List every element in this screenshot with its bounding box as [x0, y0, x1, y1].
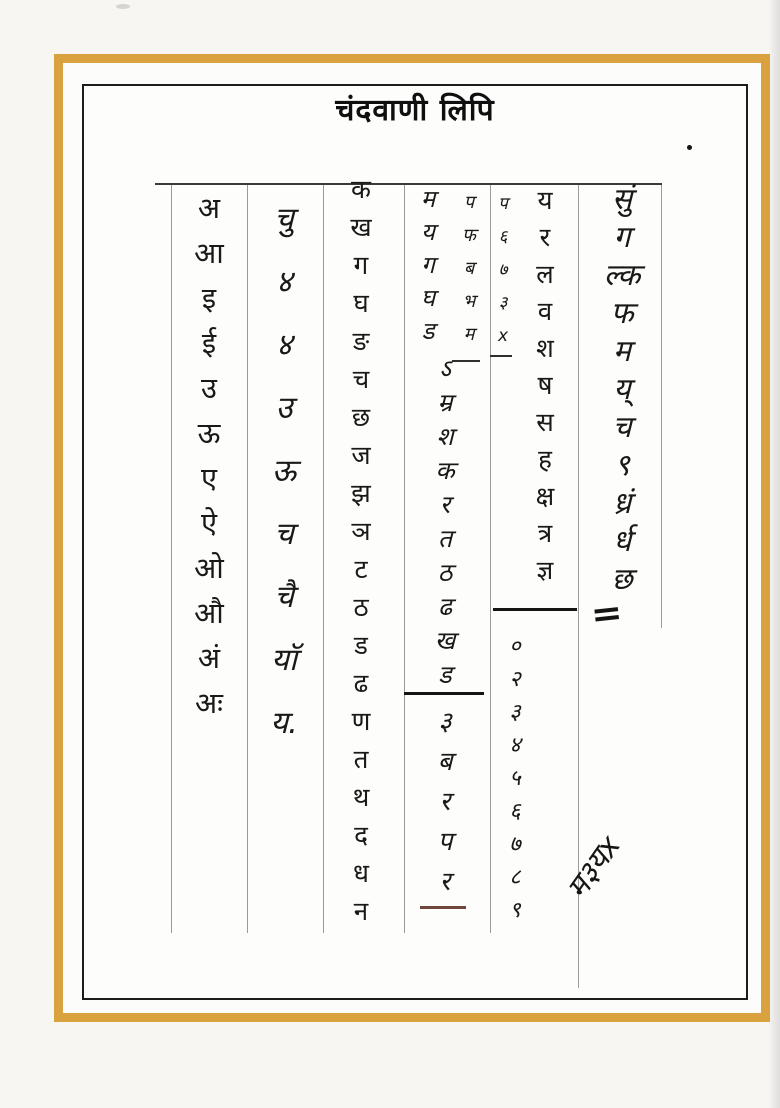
consonant-letter: ष: [537, 371, 553, 401]
consonant-letter: र: [539, 223, 551, 253]
column-consonants-script-lower: [410, 702, 480, 902]
script-glyph: ड: [421, 317, 435, 345]
consonant-letter: ञ: [351, 517, 371, 547]
vowel-letter: आ: [194, 236, 224, 270]
consonant-letter: ल: [536, 260, 554, 290]
numeral-glyph: ३: [509, 700, 521, 725]
script-glyph: उ: [275, 390, 293, 426]
consonant-letter: घ: [353, 289, 369, 319]
vowel-letter: औ: [194, 596, 224, 630]
script-glyph: क: [435, 456, 455, 485]
numeral-glyph: २: [509, 667, 521, 692]
consonant-letter: ठ: [353, 593, 369, 623]
consonant-letter: ग: [353, 251, 369, 281]
vowel-letter: इ: [201, 281, 217, 315]
vowel-letter: अं: [197, 641, 221, 675]
vowel-letter: ऐ: [200, 506, 218, 540]
script-glyph: प: [498, 194, 508, 214]
script-glyph: ठ: [437, 558, 453, 587]
script-glyph: छ: [611, 562, 633, 597]
consonant-letter: ध: [353, 859, 369, 889]
script-glyph: सुं: [611, 182, 633, 217]
numeral-glyph: ५: [509, 766, 521, 791]
table-column-line: [404, 185, 405, 933]
script-glyph: श: [436, 422, 454, 451]
consonant-letter: ज: [351, 441, 371, 471]
vowel-letter: ई: [201, 326, 217, 360]
table-column-line: [661, 185, 662, 628]
script-glyph: ३: [438, 707, 452, 737]
script-glyph: म्र: [437, 388, 453, 417]
script-glyph: ऊ: [271, 453, 297, 489]
consonant-letter: थ: [352, 783, 370, 813]
script-glyph: ग: [613, 220, 631, 255]
script-glyph: य्: [613, 372, 631, 407]
script-glyph: घ: [420, 284, 436, 312]
column-ya-row-script: [583, 181, 661, 599]
consonant-letter: छ: [351, 403, 371, 433]
consonant-letter: ड: [354, 631, 368, 661]
vowel-letter: अ: [197, 191, 221, 225]
numeral-glyph: ८: [509, 865, 521, 890]
consonant-letter: ङ: [352, 327, 370, 357]
script-glyph: र: [439, 867, 451, 897]
consonant-letter: ज्ञ: [536, 556, 554, 586]
signature: म३यx: [559, 829, 629, 906]
script-glyph: च: [612, 410, 632, 445]
section-divider-line: [493, 608, 577, 611]
column-ya-row-printed: [515, 183, 575, 590]
consonant-letter: ह: [538, 445, 552, 475]
script-glyph: ढ: [437, 592, 453, 621]
script-glyph: ग: [421, 251, 435, 279]
consonant-letter: झ: [351, 479, 371, 509]
script-glyph: ब: [437, 747, 453, 777]
script-glyph: ख: [434, 626, 456, 655]
numeral-glyph: ६: [509, 799, 521, 824]
column-pa-varga-script: [490, 188, 516, 353]
column-consonants-script-upper-left: [406, 183, 450, 348]
vowel-letter: ओ: [194, 551, 224, 585]
script-glyph: म: [420, 185, 436, 213]
script-glyph: x: [497, 326, 509, 346]
underline-mark: [490, 355, 512, 357]
vowel-letter: अः: [194, 686, 223, 720]
vowel-letter: ऊ: [197, 416, 221, 450]
script-glyph: र: [439, 787, 451, 817]
script-glyph: ४: [275, 264, 293, 300]
column-consonants-printed: [329, 171, 393, 931]
script-glyph: फ: [462, 225, 476, 246]
script-glyph: ल्क: [603, 258, 641, 293]
script-glyph: म: [463, 324, 475, 345]
numeral-glyph: ९: [509, 898, 521, 923]
consonant-letter: द: [354, 821, 368, 851]
page-title: चंदवाणी लिपि: [335, 93, 495, 128]
script-glyph: य.: [270, 705, 298, 741]
script-glyph: ३: [498, 293, 508, 313]
script-glyph: ७: [498, 260, 508, 280]
script-glyph: ड: [438, 660, 452, 689]
script-glyph: चै: [274, 579, 294, 615]
script-glyph: त: [437, 524, 453, 553]
script-glyph: र्ध: [612, 524, 632, 559]
script-glyph: ४: [275, 327, 293, 363]
numeral-glyph: ४: [509, 733, 521, 758]
consonant-letter: श: [536, 334, 554, 364]
script-glyph: ६: [498, 227, 508, 247]
consonant-letter: क: [351, 175, 371, 205]
underline-mark-red: [420, 906, 466, 909]
consonant-letter: ख: [350, 213, 372, 243]
underline-mark: [404, 692, 484, 695]
table-column-line: [171, 185, 172, 933]
numeral-glyph: ०: [509, 634, 521, 659]
script-glyph: ऽ: [439, 354, 451, 383]
script-glyph: प: [463, 192, 475, 213]
script-glyph: प: [437, 827, 453, 857]
consonant-letter: व: [537, 297, 553, 327]
numeral-glyph: ७: [509, 832, 521, 857]
consonant-letter: ण: [351, 707, 371, 737]
script-glyph: म: [613, 334, 631, 369]
consonant-letter: क्ष: [535, 482, 555, 512]
script-glyph: यॉ: [270, 642, 297, 678]
vowel-letter: उ: [201, 371, 217, 405]
script-glyph: भ: [462, 291, 476, 312]
consonant-letter: ढ: [353, 669, 369, 699]
script-glyph: च: [274, 516, 294, 552]
column-vowels-script: [251, 188, 317, 755]
column-consonants-script-middle: [406, 352, 484, 692]
consonant-letter: च: [352, 365, 370, 395]
script-glyph: फ: [610, 296, 634, 331]
table-column-line: [323, 185, 324, 933]
script-glyph: य: [421, 218, 435, 246]
column-numerals-script: [494, 630, 536, 927]
script-glyph: र: [439, 490, 451, 519]
table-column-line: [247, 185, 248, 933]
double-danda-mark: ॥: [585, 599, 629, 626]
script-glyph: ब: [463, 258, 475, 279]
script-glyph: ९: [614, 448, 630, 483]
consonant-letter: य: [537, 186, 553, 216]
script-glyph: ध्रं: [612, 486, 632, 521]
consonant-letter: त: [353, 745, 369, 775]
scan-smudge: [116, 4, 130, 9]
consonant-letter: ट: [354, 555, 368, 585]
script-glyph: चु: [274, 201, 294, 237]
consonant-letter: त्र: [537, 519, 553, 549]
consonant-letter: स: [536, 408, 554, 438]
vowel-letter: ए: [200, 461, 218, 495]
consonant-letter: न: [353, 897, 369, 927]
column-vowels-printed: [176, 186, 242, 726]
column-pa-varga-written: [452, 186, 486, 351]
ink-dot: [687, 145, 692, 150]
